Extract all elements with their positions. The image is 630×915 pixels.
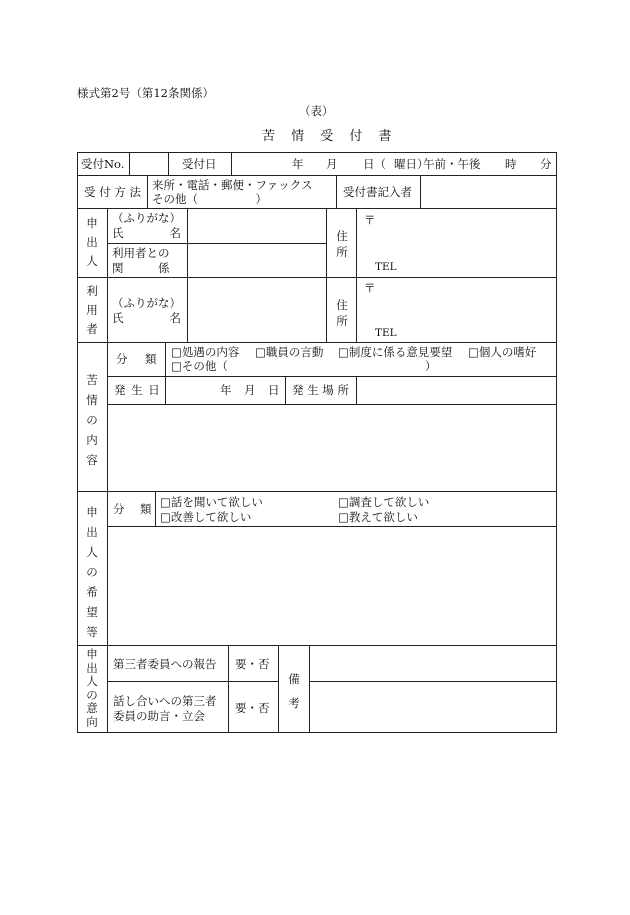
divider <box>285 376 286 404</box>
complaint-option-other-close: ） <box>425 359 437 373</box>
divider <box>309 645 310 732</box>
applicant-tel: TEL <box>375 261 397 273</box>
divider <box>231 152 232 175</box>
occurrence-month: 月 <box>244 383 256 397</box>
divider <box>228 645 229 732</box>
form-side-label: （表） <box>299 104 334 118</box>
user-furigana: （ふりがな） <box>112 296 181 310</box>
year-label: 年 <box>292 157 304 171</box>
divider <box>107 208 108 732</box>
divider <box>155 491 156 526</box>
occurrence-day: 日 <box>268 383 280 397</box>
table-border-bottom <box>77 732 557 733</box>
recorder-label: 受付書記入者 <box>343 185 412 199</box>
method-other: その他（ ） <box>152 192 267 206</box>
divider <box>107 243 327 244</box>
applicant-label: 申出人 <box>86 216 98 268</box>
divider <box>309 681 557 682</box>
divider <box>165 342 166 376</box>
divider <box>147 175 148 208</box>
relation-label-2: 関 係 <box>112 261 170 275</box>
complaint-label: 苦情の内容 <box>86 373 98 467</box>
applicant-address-label: 住所 <box>336 229 348 259</box>
complaint-option-treatment: □処遇の内容 <box>171 345 240 359</box>
occurrence-date-label: 発 生 日 <box>114 383 161 397</box>
user-tel: TEL <box>375 327 397 339</box>
divider <box>187 208 188 342</box>
minute-label: 分 <box>540 157 552 171</box>
divider <box>168 152 169 175</box>
discuss-label-2: 委員の助言・立会 <box>113 709 205 723</box>
request-category-label: 分 類 <box>113 502 154 516</box>
divider <box>77 342 557 343</box>
complaint-category-label: 分 類 <box>116 352 160 366</box>
remarks-label: 備考 <box>288 672 300 710</box>
divider <box>420 175 421 208</box>
complaint-option-other: □その他（ <box>171 359 228 373</box>
discuss-label-1: 話し合いへの第三者 <box>113 694 217 708</box>
divider <box>107 526 557 527</box>
report-need: 要・否 <box>235 657 270 671</box>
receipt-no-label: 受付No. <box>81 157 125 171</box>
applicant-furigana: （ふりがな） <box>112 211 181 225</box>
divider <box>77 645 557 646</box>
divider <box>77 175 557 176</box>
user-label: 利用者 <box>86 284 98 336</box>
report-label: 第三者委員への報告 <box>113 657 217 671</box>
request-option-listen: □話を聞いて欲しい <box>160 495 263 509</box>
request-option-investigate: □調査して欲しい <box>338 495 430 509</box>
day-label: 日（ <box>363 157 386 171</box>
am-pm-label: 午前・午後 <box>423 157 481 171</box>
divider <box>77 277 557 278</box>
divider <box>107 681 278 682</box>
divider <box>356 208 357 342</box>
discuss-need: 要・否 <box>235 701 270 715</box>
divider <box>107 404 557 405</box>
occurrence-place-label: 発 生 場 所 <box>292 383 349 397</box>
request-option-teach: □教えて欲しい <box>338 510 418 524</box>
receipt-date-label: 受付日 <box>182 157 217 171</box>
intent-label: 申出人の意向 <box>86 647 98 729</box>
weekday-label: 曜日） <box>394 157 429 171</box>
complaint-option-system: □制度に係る意見要望 <box>338 345 453 359</box>
divider <box>77 208 557 209</box>
method-options: 来所・電話・郵便・ファックス <box>152 178 313 192</box>
hour-label: 時 <box>505 157 517 171</box>
user-postal: 〒 <box>364 281 376 295</box>
divider <box>356 376 357 404</box>
complaint-option-preference: □個人の嗜好 <box>468 345 537 359</box>
form-number: 様式第2号（第12条関係） <box>77 86 214 100</box>
divider <box>77 491 557 492</box>
divider <box>165 376 166 404</box>
divider <box>278 645 279 732</box>
divider <box>107 376 557 377</box>
applicant-name-label: 氏 名 <box>112 226 181 240</box>
request-label: 申出人の希望等 <box>86 505 98 639</box>
request-option-improve: □改善して欲しい <box>160 510 252 524</box>
page-title: 苦 情 受 付 書 <box>262 129 398 144</box>
divider <box>326 208 327 342</box>
divider <box>336 175 337 208</box>
table-border-top <box>77 152 557 153</box>
user-address-label: 住所 <box>336 298 348 328</box>
user-name-label: 氏 名 <box>112 311 181 325</box>
occurrence-year: 年 <box>220 383 232 397</box>
divider <box>129 152 130 175</box>
method-label: 受 付 方 法 <box>84 185 141 199</box>
relation-label-1: 利用者との <box>112 246 170 260</box>
complaint-option-staff: □職員の言動 <box>255 345 324 359</box>
month-label: 月 <box>326 157 338 171</box>
applicant-postal: 〒 <box>364 213 376 227</box>
